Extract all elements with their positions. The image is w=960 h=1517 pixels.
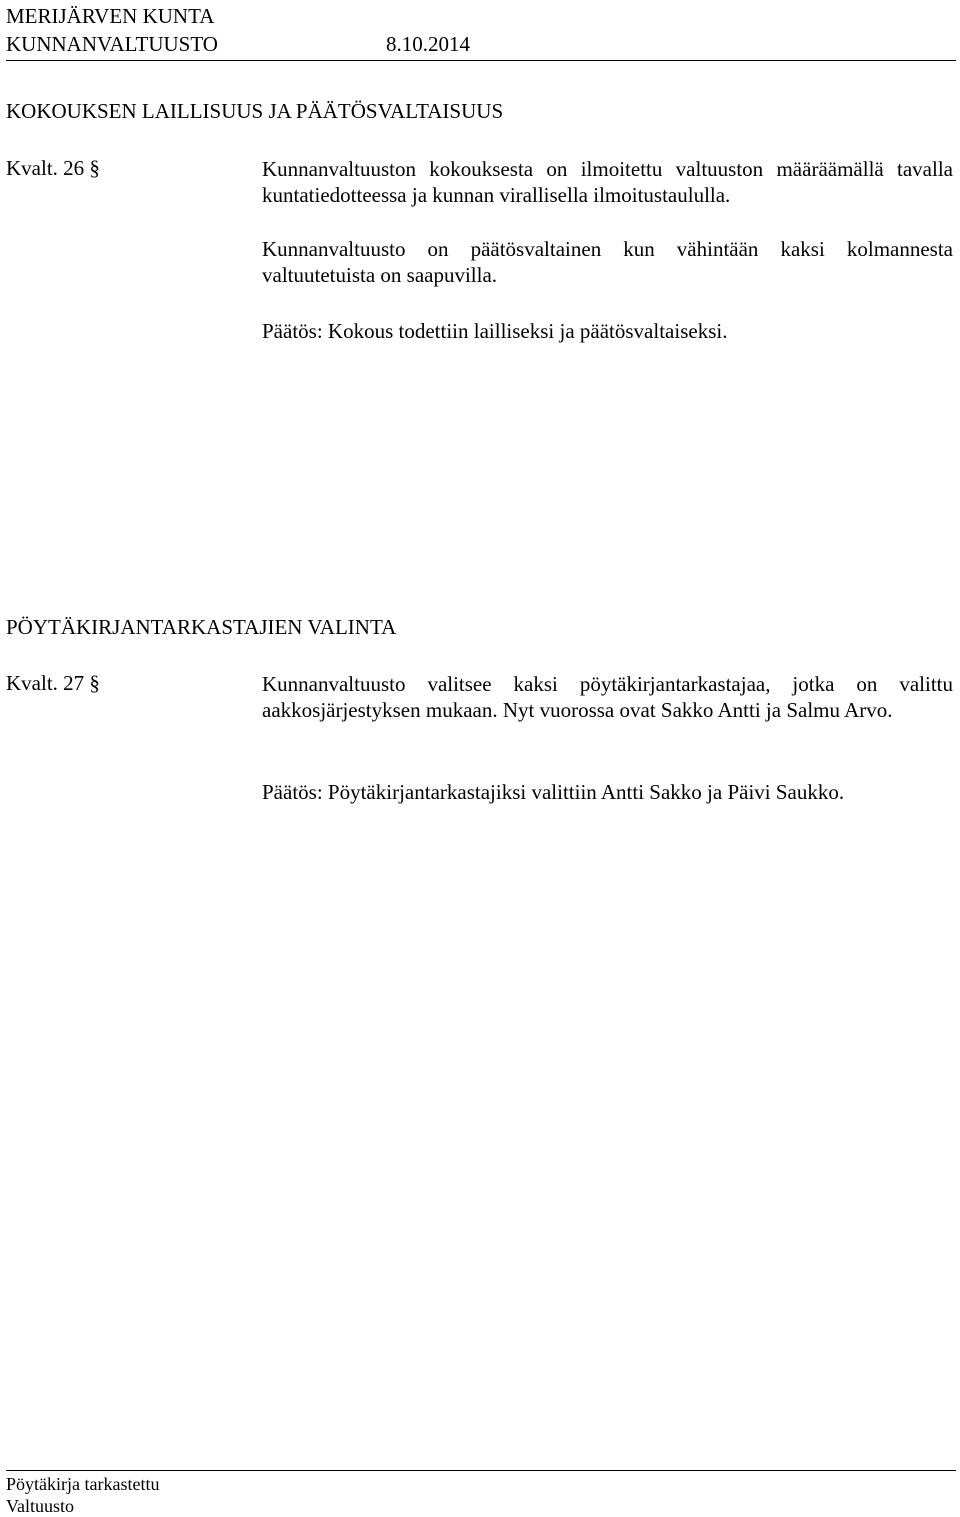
decision-label: Päätös: <box>262 319 323 343</box>
section-26-decision <box>262 318 953 344</box>
document-body-name: KUNNANVALTUUSTO <box>6 32 218 56</box>
footer-line-2: Valtuusto <box>6 1496 75 1516</box>
meeting-date: 8.10.2014 <box>386 32 470 56</box>
decision-text: Kokous todettiin lailliseksi ja päätösvaltaiseksi. <box>322 319 728 343</box>
section-title-27: PÖYTÄKIRJANTARKASTAJIEN VALINTA <box>6 615 397 639</box>
section-27-decision <box>262 779 953 805</box>
decision-label: Päätös: <box>262 780 323 804</box>
header-divider <box>6 60 956 61</box>
footer-divider <box>6 1470 956 1471</box>
section-26-paragraph-1: Kunnanvaltuuston kokouksesta on ilmoitettu valtuuston määräämällä tavalla kuntatiedotteessa ja kunnan virallisella ilmoitustaululla. <box>262 157 953 207</box>
section-reference-26: Kvalt. 26 § <box>6 156 100 180</box>
organization-name: MERIJÄRVEN KUNTA <box>6 4 215 28</box>
footer-line-1: Pöytäkirja tarkastettu <box>6 1474 160 1494</box>
section-reference-27: Kvalt. 27 § <box>6 671 100 695</box>
decision-text: Pöytäkirjantarkastajiksi valittiin Antti Sakko ja Päivi Saukko. <box>322 780 845 804</box>
section-26-paragraph-2: Kunnanvaltuusto on päätösvaltainen kun vähintään kaksi kolmannesta valtuutetuista on saapuvilla. <box>262 237 953 287</box>
section-title-26: KOKOUKSEN LAILLISUUS JA PÄÄTÖSVALTAISUUS <box>6 99 504 123</box>
section-27-paragraph-1: Kunnanvaltuusto valitsee kaksi pöytäkirjantarkastajaa, jotka on valittu aakkosjärjestyksen mukaan. Nyt vuorossa ovat Sakko Antti ja Salmu Arvo. <box>262 672 953 722</box>
